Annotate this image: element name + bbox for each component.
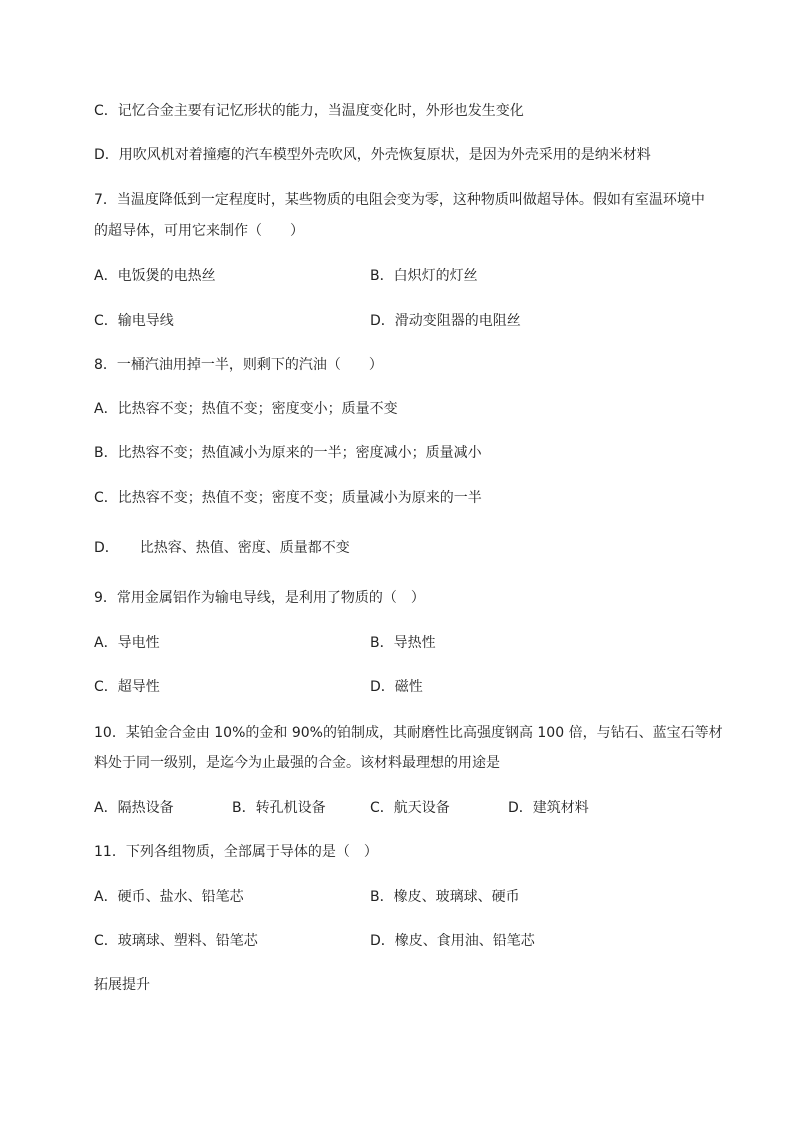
- question-7-option-b: B．白炽灯的灯丝: [370, 268, 478, 284]
- question-8: 8．一桶汽油用掉一半，则剩下的汽油（ ）: [94, 357, 383, 373]
- question-8-option-d: D． 比热容、热值、密度、质量都不变: [94, 540, 350, 556]
- question-10-line-2: 料处于同一级别，是迄今为止最强的合金。该材料最理想的用途是: [94, 755, 500, 771]
- question-9-option-d: D．磁性: [370, 679, 423, 695]
- question-9-option-a: A．导电性: [94, 635, 160, 651]
- question-10-option-a: A．隔热设备: [94, 800, 174, 816]
- question-9-option-b: B．导热性: [370, 635, 436, 651]
- question-10-line-1: 10．某铂金合金由 10%的金和 90%的铂制成，其耐磨性比高强度钢高 100 倍，与钻石、蓝宝石等材: [94, 725, 723, 741]
- question-7-option-a: A．电饭煲的电热丝: [94, 268, 216, 284]
- question-11-option-a: A．硬币、盐水、铅笔芯: [94, 889, 244, 905]
- question-7-option-c: C．输电导线: [94, 313, 174, 329]
- question-7-line-1: 7．当温度降低到一定程度时，某些物质的电阻会变为零，这种物质叫做超导体。假如有室温环境中: [94, 192, 705, 208]
- option-c-memory-alloy: C．记忆合金主要有记忆形状的能力，当温度变化时，外形也发生变化: [94, 103, 524, 119]
- question-11: 11．下列各组物质，全部属于导体的是（ ）: [94, 844, 378, 860]
- question-11-option-c: C．玻璃球、塑料、铅笔芯: [94, 933, 258, 949]
- question-10-option-d: D．建筑材料: [508, 800, 589, 816]
- section-heading-extension: 拓展提升: [94, 977, 150, 993]
- question-8-option-c: C．比热容不变；热值不变；密度不变；质量减小为原来的一半: [94, 490, 482, 506]
- question-11-option-d: D．橡皮、食用油、铅笔芯: [370, 933, 535, 949]
- question-7-line-2: 的超导体，可用它来制作（ ）: [94, 223, 304, 239]
- option-d-nano-material: D．用吹风机对着撞瘪的汽车模型外壳吹风，外壳恢复原状，是因为外壳采用的是纳米材料: [94, 147, 651, 163]
- question-8-option-b: B．比热容不变；热值减小为原来的一半；密度减小；质量减小: [94, 445, 482, 461]
- question-8-option-a: A．比热容不变；热值不变；密度变小；质量不变: [94, 401, 398, 417]
- question-10-option-b: B．转孔机设备: [232, 800, 326, 816]
- question-7-option-d: D．滑动变阻器的电阻丝: [370, 313, 521, 329]
- question-10-option-c: C．航天设备: [370, 800, 450, 816]
- question-9-option-c: C．超导性: [94, 679, 160, 695]
- question-9: 9．常用金属铝作为输电导线，是利用了物质的（ ）: [94, 590, 425, 606]
- question-11-option-b: B．橡皮、玻璃球、硬币: [370, 889, 520, 905]
